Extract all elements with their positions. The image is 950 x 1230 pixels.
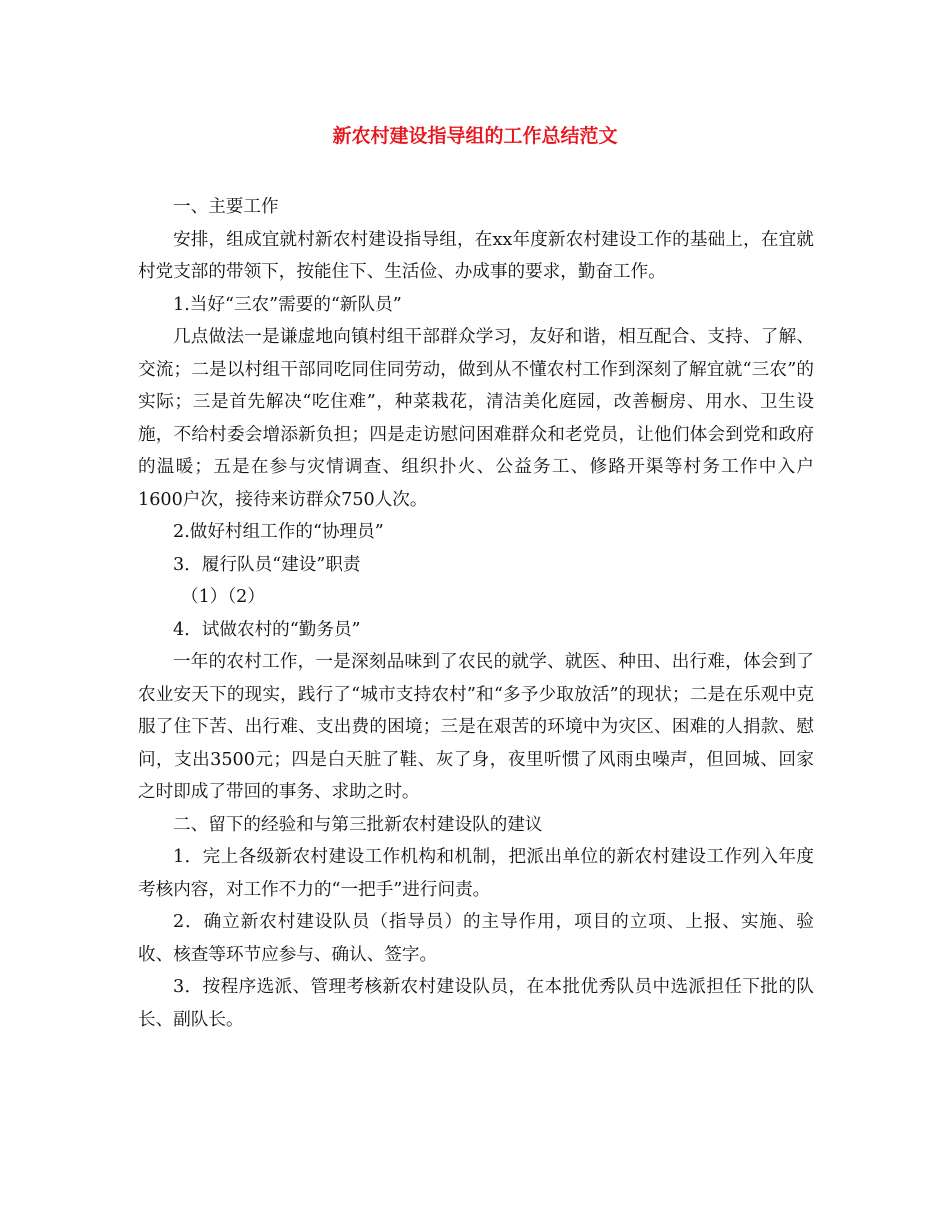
subheading-new-member: 1.当好“三农”需要的“新队员”	[173, 294, 402, 315]
paragraph-practices: 几点做法一是谦虚地向镇村组干部群众学习，友好和谐，相互配合、支持、了解、交流；二是以村组干部同吃同住同劳动，做到从不懂农村工作到深刻了解宜就“三农”的实际；三是首先解决“吃住难”，种菜栽花，清洁美化庭园，改善橱房、用水、卫生设施，不给村委会增添新负担；四是走访慰问困难群众和老党员，让他们体会到党和政府的温暖；五是在参与灾情调查、组织扑火、公益务工、修路开渠等村务工作中入户1600户次，接待来访群众750人次。	[138, 327, 814, 510]
document-body	[138, 191, 814, 1036]
paragraph-one-year-work: 一年的农村工作，一是深刻品味到了农民的就学、就医、种田、出行难，体会到了农业安天下的现实，践行了“城市支持农村”和“多予少取放活”的现状；二是在乐观中克服了住下苦、出行难、支出费的困境；三是在艰苦的环境中为灾区、困难的人捐款、慰问，支出3500元；四是白天脏了鞋、灰了身，夜里听惯了风雨虫噪声，但回城、回家之时即成了带回的事务、求助之时。	[138, 652, 814, 802]
paragraph-enumeration: （1）（2）	[181, 587, 265, 607]
paragraph-suggestion-1: 1．完上各级新农村建设工作机构和机制，把派出单位的新农村建设工作列入年度考核内容，对工作不力的“一把手”进行问责。	[138, 847, 814, 900]
paragraph-arrangement: 安排，组成宜就村新农村建设指导组，在xx年度新农村建设工作的基础上，在宜就村党支部的带领下，按能住下、生活俭、办成事的要求，勤奋工作。	[138, 229, 814, 282]
section-heading-main-work: 一、主要工作	[173, 197, 279, 217]
subheading-duties: 3．履行队员“建设”职责	[173, 554, 361, 575]
paragraph-suggestion-3: 3．按程序选派、管理考核新农村建设队员，在本批优秀队员中选派担任下批的队长、副队长。	[138, 977, 814, 1030]
document-title: 新农村建设指导组的工作总结范文	[332, 125, 618, 147]
subheading-assistant: 2.做好村组工作的“协理员”	[173, 522, 384, 542]
paragraph-suggestion-2: 2．确立新农村建设队员（指导员）的主导作用，项目的立项、上报、实施、验收、核查等环节应参与、确认、签字。	[138, 912, 814, 965]
section-heading-experience: 二、留下的经验和与第三批新农村建设队的建议	[173, 814, 543, 835]
subheading-service: 4．试做农村的“勤务员”	[173, 619, 361, 640]
